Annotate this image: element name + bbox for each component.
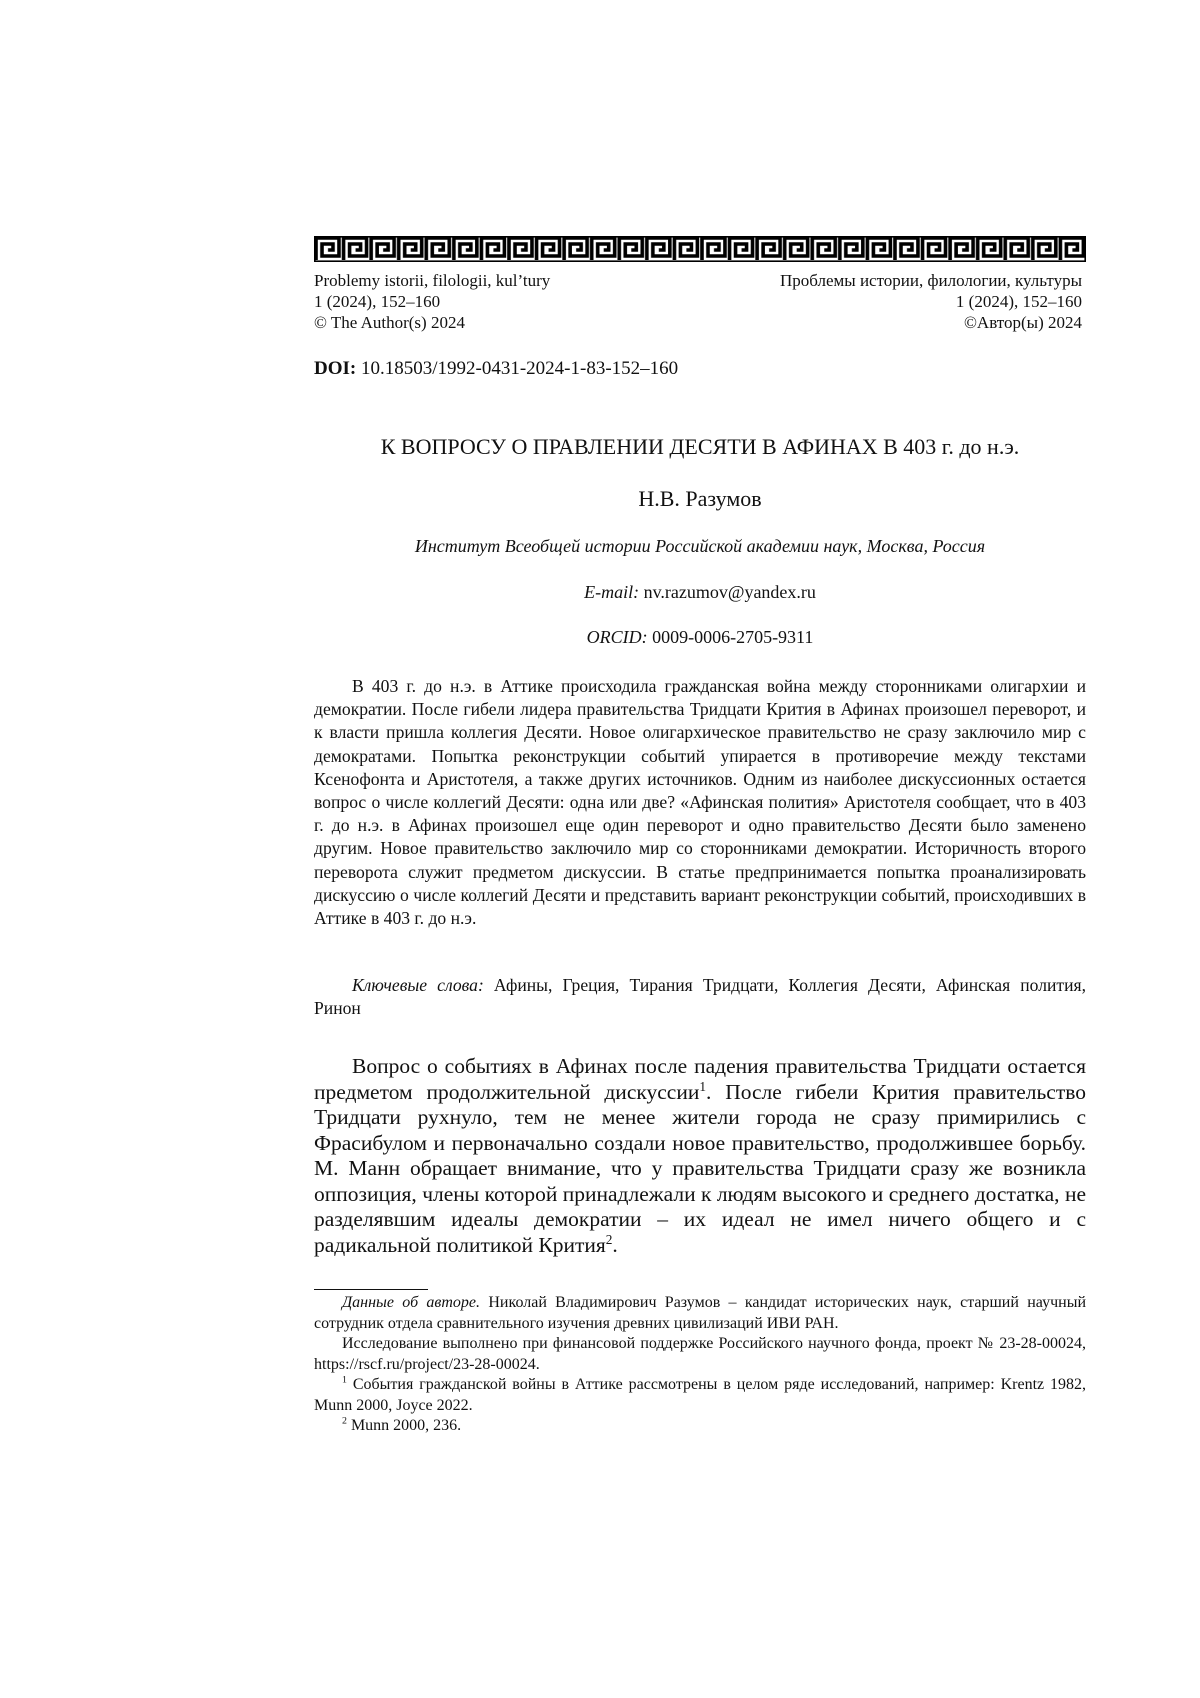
author-orcid-line (314, 625, 1086, 649)
body-text-part2: . После гибели Крития правительство Тридцати рухнуло, тем не менее жители города не сразу примирились с Фрасибулом и первоначально создали новое правительство, продолжившее борьбу. М. Манн обращает внимание, что у правительства Тридцати сразу же возникла оппозиция, члены которой принадлежали к людям высокого и среднего достатка, не разделявшим идеалы демократии – их идеал не имел ничего общего и с радикальной политикой Крития (314, 1080, 1086, 1257)
author-orcid[interactable]: 0009-0006-2705-9311 (652, 627, 813, 647)
footnote-2-mark: 2 (342, 1416, 347, 1427)
footnotes (314, 1293, 1086, 1437)
issue-pages-cyrillic: 1 (2024), 152–160 (780, 291, 1082, 312)
footnote-2-text: Munn 2000, 236. (351, 1417, 461, 1434)
article-title: К ВОПРОСУ О ПРАВЛЕНИИ ДЕСЯТИ В АФИНАХ В 403 г. до н.э. (314, 433, 1086, 461)
author-email-line (314, 580, 1086, 604)
footnote-2 (314, 1416, 1086, 1437)
footnote-1-mark: 1 (342, 1375, 347, 1386)
keywords (314, 974, 1086, 1020)
copyright-cyrillic: ©Автор(ы) 2024 (780, 312, 1082, 333)
page (0, 0, 1200, 1698)
author-email[interactable]: nv.razumov@yandex.ru (644, 582, 816, 602)
footnote-ref-1[interactable]: 1 (699, 1078, 706, 1093)
footnote-divider (314, 1289, 428, 1290)
footnote-author-text: Николай Владимирович Разумов – кандидат исторических наук, старший научный сотрудник отдела сравнительного изучения древних цивилизаций ИВИ РАН. (314, 1294, 1086, 1332)
footnote-author-label: Данные об авторе. (342, 1294, 480, 1311)
footnote-funding: Исследование выполнено при финансовой поддержке Российского научного фонда, проект № 23-28-00024, https://rscf.ru/project/23-28-00024. (314, 1334, 1086, 1375)
keywords-label: Ключевые слова: (352, 975, 484, 995)
keywords-text: Афины, Греция, Тирания Тридцати, Коллегия Десяти, Афинская полития, Ринон (314, 975, 1086, 1018)
greek-key-border-ornament (314, 236, 1086, 262)
footnote-1-text: События гражданской войны в Аттике рассмотрены в целом ряде исследований, например: Krentz 1982, Munn 2000, Joyce 2022. (314, 1376, 1086, 1414)
copyright-latin: © The Author(s) 2024 (314, 312, 550, 333)
doi-label: DOI: (314, 358, 356, 379)
body-text-part1: Вопрос о событиях в Афинах после падения правительства Тридцати остается предметом продолжительной дискуссии (314, 1054, 1086, 1104)
footnote-1 (314, 1375, 1086, 1416)
issue-pages-latin: 1 (2024), 152–160 (314, 291, 550, 312)
journal-header-latin (314, 270, 550, 333)
doi-line (314, 357, 678, 381)
journal-name-cyrillic: Проблемы истории, филологии, культуры (780, 270, 1082, 291)
email-label: E-mail: (584, 582, 639, 602)
journal-name-latin: Problemy istorii, filologii, kul’tury (314, 270, 550, 291)
footnote-ref-2[interactable]: 2 (606, 1231, 613, 1246)
footnote-author-info (314, 1293, 1086, 1334)
orcid-label: ORCID: (587, 627, 648, 647)
journal-header-cyrillic (780, 270, 1082, 333)
doi-value[interactable]: 10.18503/1992-0431-2024-1-83-152–160 (361, 358, 678, 379)
author-affiliation: Институт Всеобщей истории Российской академии наук, Москва, Россия (314, 534, 1086, 558)
body-text-part3: . (612, 1233, 617, 1257)
article-author: Н.В. Разумов (314, 485, 1086, 513)
abstract: В 403 г. до н.э. в Аттике происходила гражданская война между сторонниками олигархии и демократии. После гибели лидера правительства Тридцати Крития в Афинах произошел переворот, и к власти пришла коллегия Десяти. Новое олигархическое правительство не сразу заключило мир с демократами. Попытка реконструкции событий упирается в противоречие между текстами Ксенофонта и Аристотеля, а также других источников. Одним из наиболее дискуссионных остается вопрос о числе коллегий Десяти: одна или две? «Афинская полития» Аристотеля сообщает, что в 403 г. до н.э. в Афинах произошел еще один переворот и одно правительство Десяти было заменено другим. Новое правительство заключило мир со сторонниками демократии. Историчность второго переворота служит предметом дискуссии. В статье предпринимается попытка проанализировать дискуссию о числе коллегий Десяти и представить вариант реконструкции событий, происходивших в Аттике в 403 г. до н.э. (314, 675, 1086, 930)
body-paragraph (314, 1054, 1086, 1258)
